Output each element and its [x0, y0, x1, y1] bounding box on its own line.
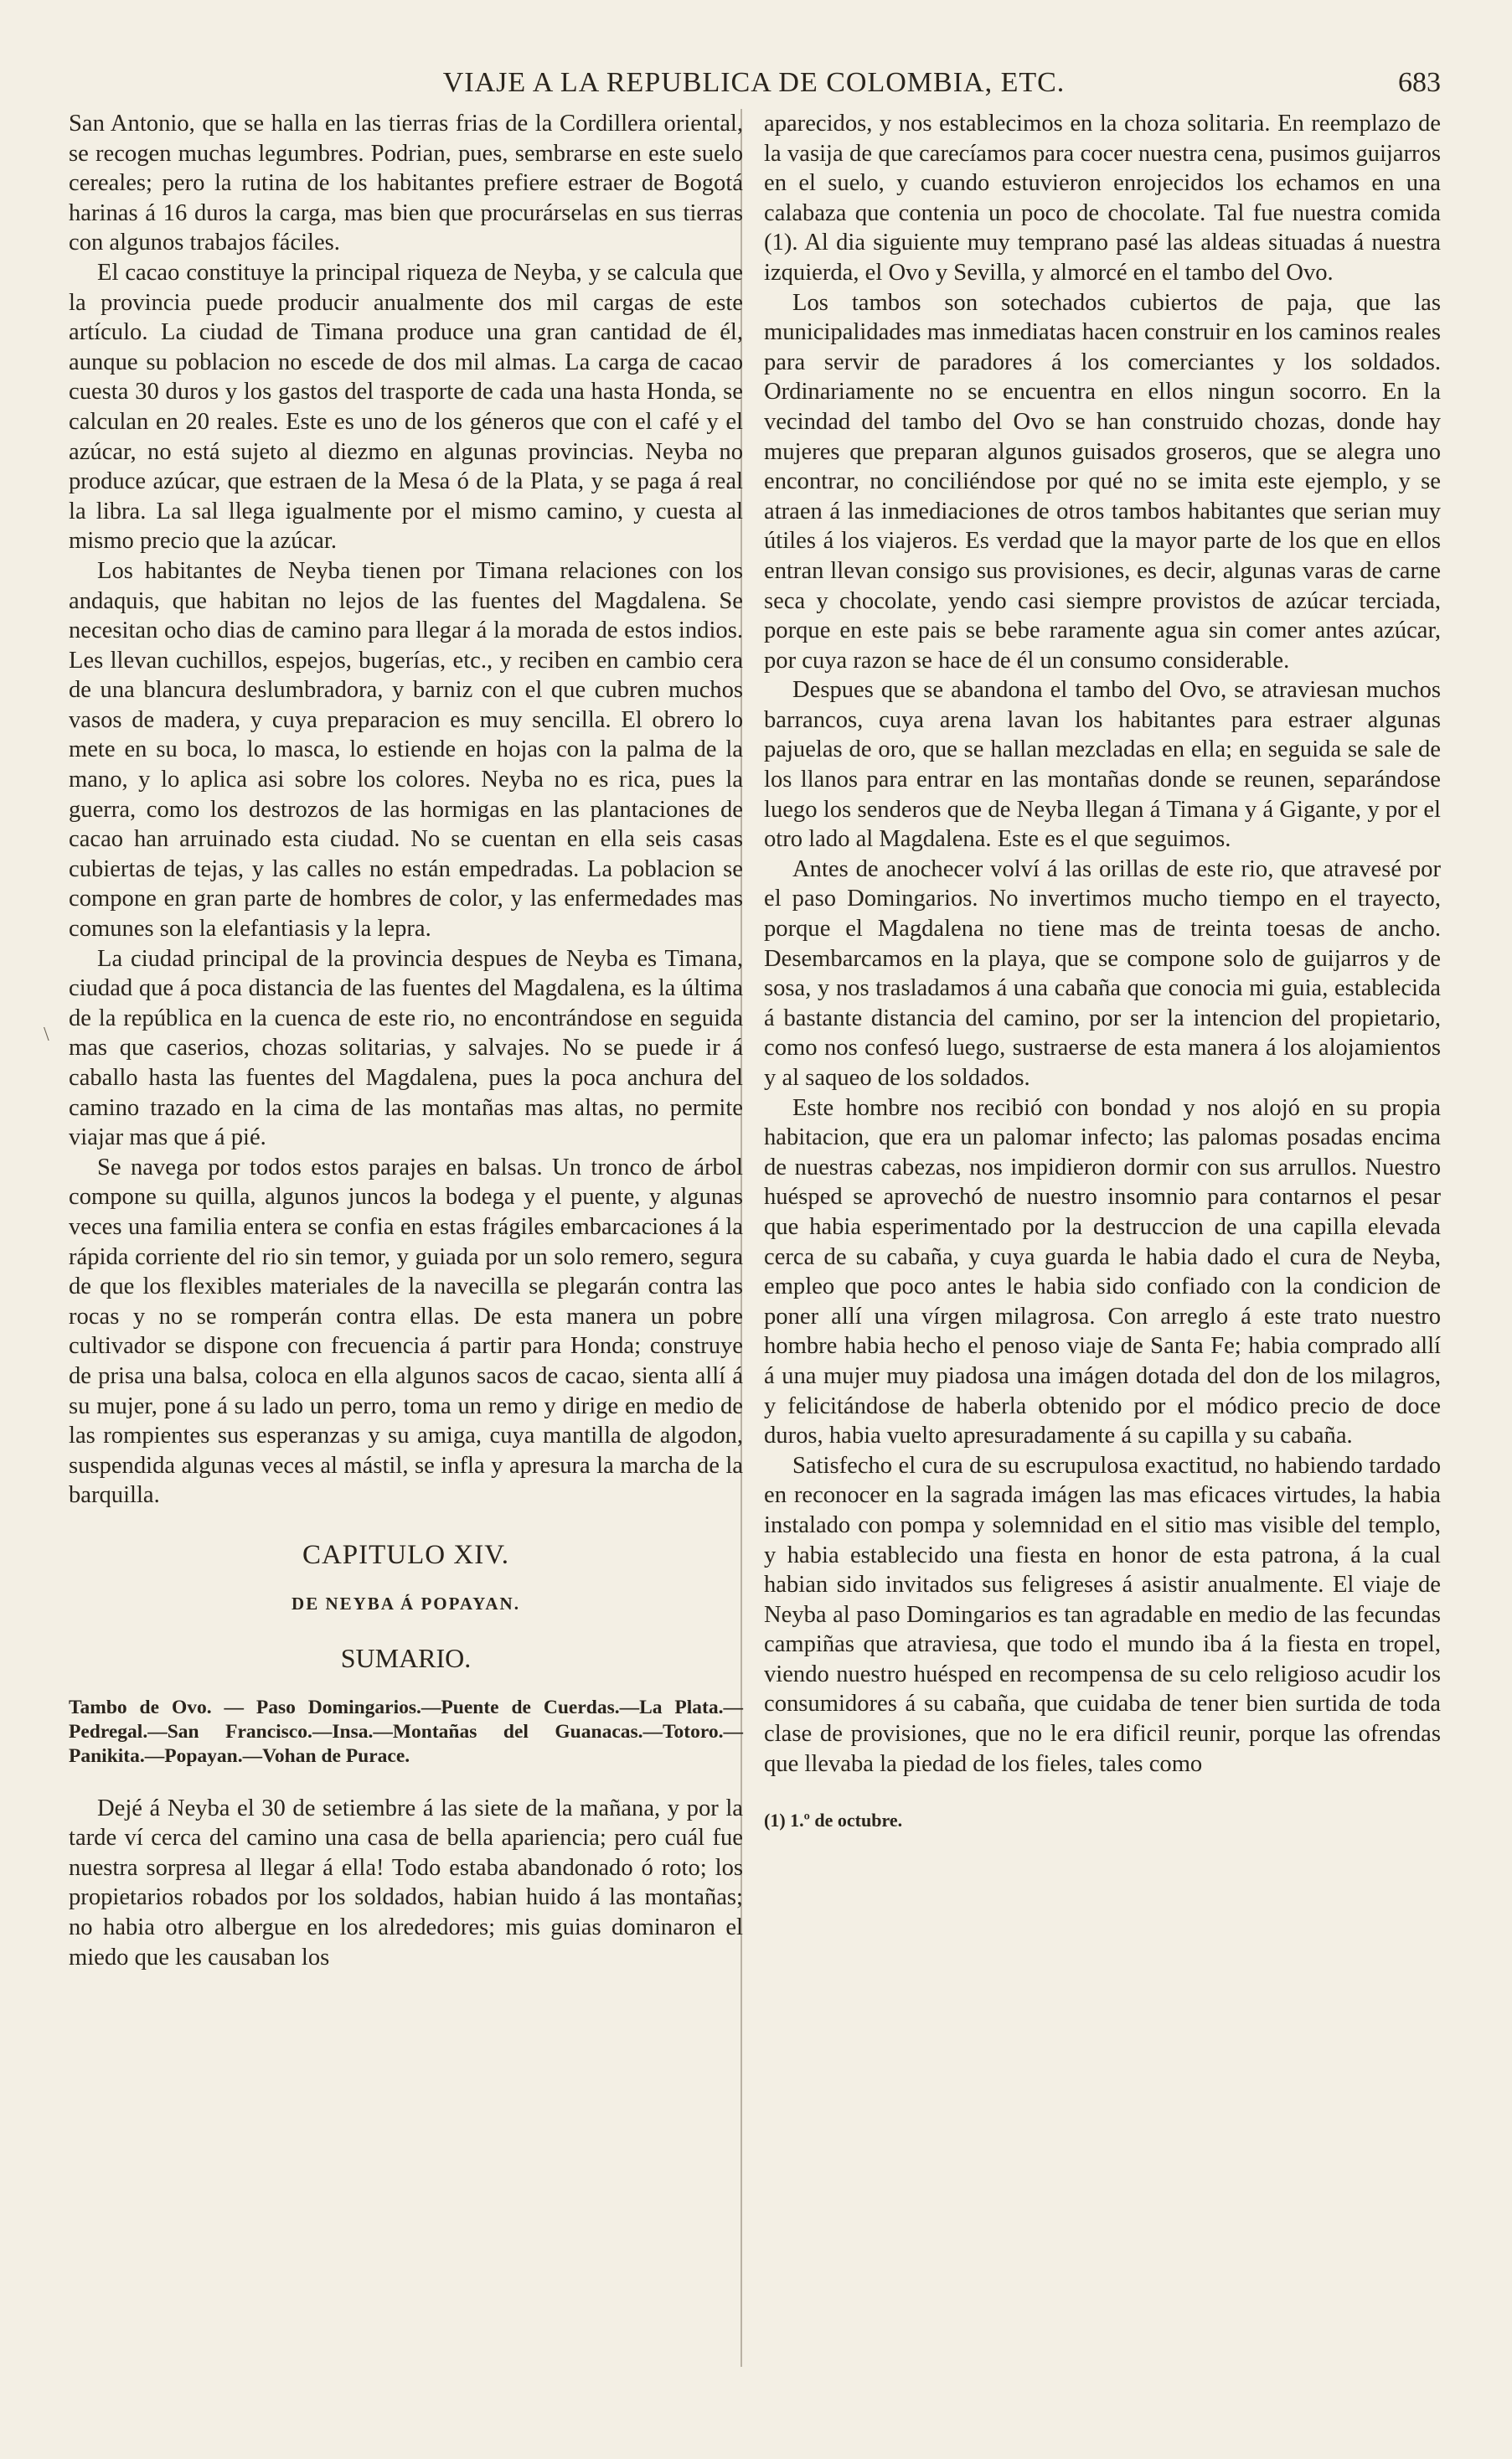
footnote: (1) 1.º de octubre. — [764, 1810, 903, 1831]
paragraph: Antes de anochecer volví á las orillas de este rio, que atravesé por el paso Domingarios. No invertimos mucho tiempo en el trayecto, porque el Magdalena no tiene mas de treinta toesas de ancho. Desembarcamos en la playa, que se compone solo de guijarros y de sosa, y nos trasladamos á una cabaña que conocia mi guia, establecida á bastante distancia del camino, por ser la intencion del propietario, como nos confesó luego, sustraerse de esta manera á los alojamientos y al saqueo de los soldados. — [764, 855, 1441, 1091]
paragraph: La ciudad principal de la provincia despues de Neyba es Timana, ciudad que á poca distancia de las fuentes del Magdalena, es la última de la república en la cuenca de este rio, no encontrándose en seguida mas que caserios, chozas solitarias, y salvajes. No se puede ir á caballo hasta las fuentes del Magdalena, pues la poca anchura del camino trazado en la cima de las montañas mas altas, no permite viajar mas que á pié. — [69, 945, 743, 1151]
paragraph: Los habitantes de Neyba tienen por Timana relaciones con los andaquis, que habitan no lejos de las fuentes del Magdalena. Se necesitan ocho dias de camino para llegar á la morada de estos indios. Les llevan cuchillos, espejos, bugerías, etc., y reciben en cambio cera de una blancura deslumbradora, y barniz con el que cubren muchos vasos de madera, y cuya preparacion es muy sencilla. El obrero lo mete en su boca, lo masca, lo estiende en hojas con la palma de la mano, y lo aplica asi sobre los colores. Neyba no es rica, pues la guerra, como los destrozos de las hormigas en las plantaciones de cacao han arruinado esta ciudad. No se cuentan en ella seis casas cubiertas de tejas, y las calles no están empedradas. La poblacion se compone en gran parte de hombres de color, y las enfermedades mas comunes son la elefantiasis y la lepra. — [69, 557, 743, 943]
paragraph: Dejé á Neyba el 30 de setiembre á las siete de la mañana, y por la tarde ví cerca del camino una casa de bella apariencia; pero cuál fue nuestra sorpresa al llegar á ella! Todo estaba abandonado ó roto; los propietarios robados por los soldados, habian huido á las montañas; no habia otro albergue en los alrededores; mis guias dominaron el miedo que les causaban los — [69, 1795, 743, 1971]
chapter-title: CAPITULO XIV. — [302, 1539, 510, 1570]
running-header — [67, 67, 1441, 104]
page-number: 683 — [1398, 67, 1441, 98]
paragraph: Se navega por todos estos parajes en balsas. Un tronco de árbol compone su quilla, algunos juncos la bodega y el puente, y algunas veces una familia entera se confia en estas frágiles embarcaciones á la rápida corriente del rio sin temor, y guiada por un solo remero, segura de que los flexibles materiales de la navecilla se plegarán contra las rocas y no se romperán contra ellas. De esta manera un pobre cultivador se dispone con frecuencia á partir para Honda; construye de prisa una balsa, coloca en ella algunos sacos de cacao, sienta allí á su mujer, pone á su lado un perro, toma un remo y dirige en medio de las rompientes sus esperanzas y su amiga, cuya mantilla de algodon, suspendida algunas veces al mástil, se infla y apresura la marcha de la barquilla. — [69, 1154, 743, 1509]
paragraph: San Antonio, que se halla en las tierras frias de la Cordillera oriental, se recogen muchas legumbres. Podrian, pues, sembrarse en este suelo cereales; pero la rutina de los habitantes prefiere estraer de Bogotá harinas á 16 duros la carga, mas bien que procurárselas en sus tierras con algunos trabajos fáciles. — [69, 111, 743, 256]
paragraph: El cacao constituye la principal riqueza de Neyba, y se calcula que la provincia puede producir anualmente dos mil cargas de este artículo. La ciudad de Timana produce una gran cantidad de él, aunque su poblacion no escede de dos mil almas. La carga de cacao cuesta 30 duros y los gastos del trasporte de cada una hasta Honda, se calculan en 20 reales. Este es uno de los géneros que con el café y el azúcar, no está sujeto al diezmo en algunas provincias. Neyba no produce azúcar, que estraen de la Mesa ó de la Plata, y se paga á real la libra. La sal llega igualmente por el mismo camino, y cuesta al mismo precio que la azúcar. — [69, 259, 743, 555]
paragraph: aparecidos, y nos establecimos en la choza solitaria. En reemplazo de la vasija de que carecíamos para cocer nuestra cena, pusimos guijarros en el suelo, y cuando estuvieron enrojecidos los echamos en una calabaza que contenia un poco de chocolate. Tal fue nuestra comida (1). Al dia siguiente muy temprano pasé las aldeas situadas á nuestra izquierda, el Ovo y Sevilla, y almorcé en el tambo del Ovo. — [764, 111, 1441, 286]
sumario-heading: SUMARIO. — [340, 1643, 472, 1674]
margin-mark: \ — [44, 1024, 49, 1046]
chapter-subtitle: DE NEYBA Á POPAYAN. — [292, 1593, 520, 1614]
sumario-text: Tambo de Ovo. — Paso Domingarios.—Puente de Cuerdas.—La Plata.—Pedregal.—San Francisco.—Insa.—Montañas del Guanacas.—Totoro.—Panikita.—Popayan.—Vohan de Purace. — [69, 1696, 743, 1767]
paragraph: Despues que se abandona el tambo del Ovo, se atraviesan muchos barrancos, cuya arena lavan los habitantes para estraer algunas pajuelas de oro, que se hallan mezcladas en ella; en seguida se sale de los llanos para entrar en las montañas donde se reunen, separándose luego los senderos que de Neyba llegan á Timana y á Gigante, y por el otro lado al Magdalena. Este es el que seguimos. — [764, 677, 1441, 853]
paragraph: Satisfecho el cura de su escrupulosa exactitud, no habiendo tardado en reconocer en la sagrada imágen las mas eficaces virtudes, la habia instalado con pompa y solemnidad en el sitio mas visible del templo, y habia establecido una fiesta en honor de esta patrona, á la cual habian sido invitados sus feligreses á asistir anualmente. El viaje de Neyba al paso Domingarios es tan agradable en medio de las fecundas campiñas que atraviesa, que todo el mundo iba á la fiesta en tropel, viendo nuestro huésped en recompensa de su celo religioso acudir los consumidores á su cabaña, que cuidaba de tener bien surtida de toda clase de provisiones, que no le era dificil reunir, porque las ofrendas que llevaba la piedad de los fieles, tales como — [764, 1452, 1441, 1777]
left-column — [69, 109, 743, 1972]
running-title: VIAJE A LA REPUBLICA DE COLOMBIA, ETC. — [442, 67, 1066, 98]
right-column — [764, 109, 1441, 1836]
paragraph: Los tambos son sotechados cubiertos de paja, que las municipalidades mas inmediatas hacen construir en los caminos reales para servir de paradores á los comerciantes y los soldados. Ordinariamente no se encuentra en ellos ningun socorro. En la vecindad del tambo del Ovo se han construido chozas, donde hay mujeres que preparan algunos guisados groseros, que se alegra uno encontrar, no conciliéndose por qué no se imita este ejemplo, y se atraen á las inmediaciones de otros tambos habitantes que serian muy útiles á los viajeros. Es verdad que la mayor parte de los que en ellos entran llevan consigo sus provisiones, es decir, algunas varas de carne seca y chocolate, yendo casi siempre provistos de azúcar terciada, porque en este pais se bebe raramente agua sin comer antes azúcar, por cuya razon se hace de él un consumo considerable. — [764, 289, 1441, 674]
paragraph: Este hombre nos recibió con bondad y nos alojó en su propia habitacion, que era un palomar infecto; las palomas posadas encima de nuestras cabezas, nos impidieron dormir con sus arrullos. Nuestro huésped se aprovechó de nuestro insomnio para contarnos el pesar que habia esperimentado por la destruccion de una capilla elevada cerca de su cabaña, y cuya guarda le habia dado el cura de Neyba, empleo que poco antes le habia sido confiado con la condicion de poner allí una vírgen milagrosa. Con arreglo á este trato nuestro hombre habia hecho el penoso viaje de Santa Fe; habia comprado allí á una mujer muy piadosa una imágen dotada del don de los milagros, y felicitándose de haberla obtenido por el módico precio de doce duros, habia vuelto apresuradamente á su capilla y su cabaña. — [764, 1094, 1441, 1449]
